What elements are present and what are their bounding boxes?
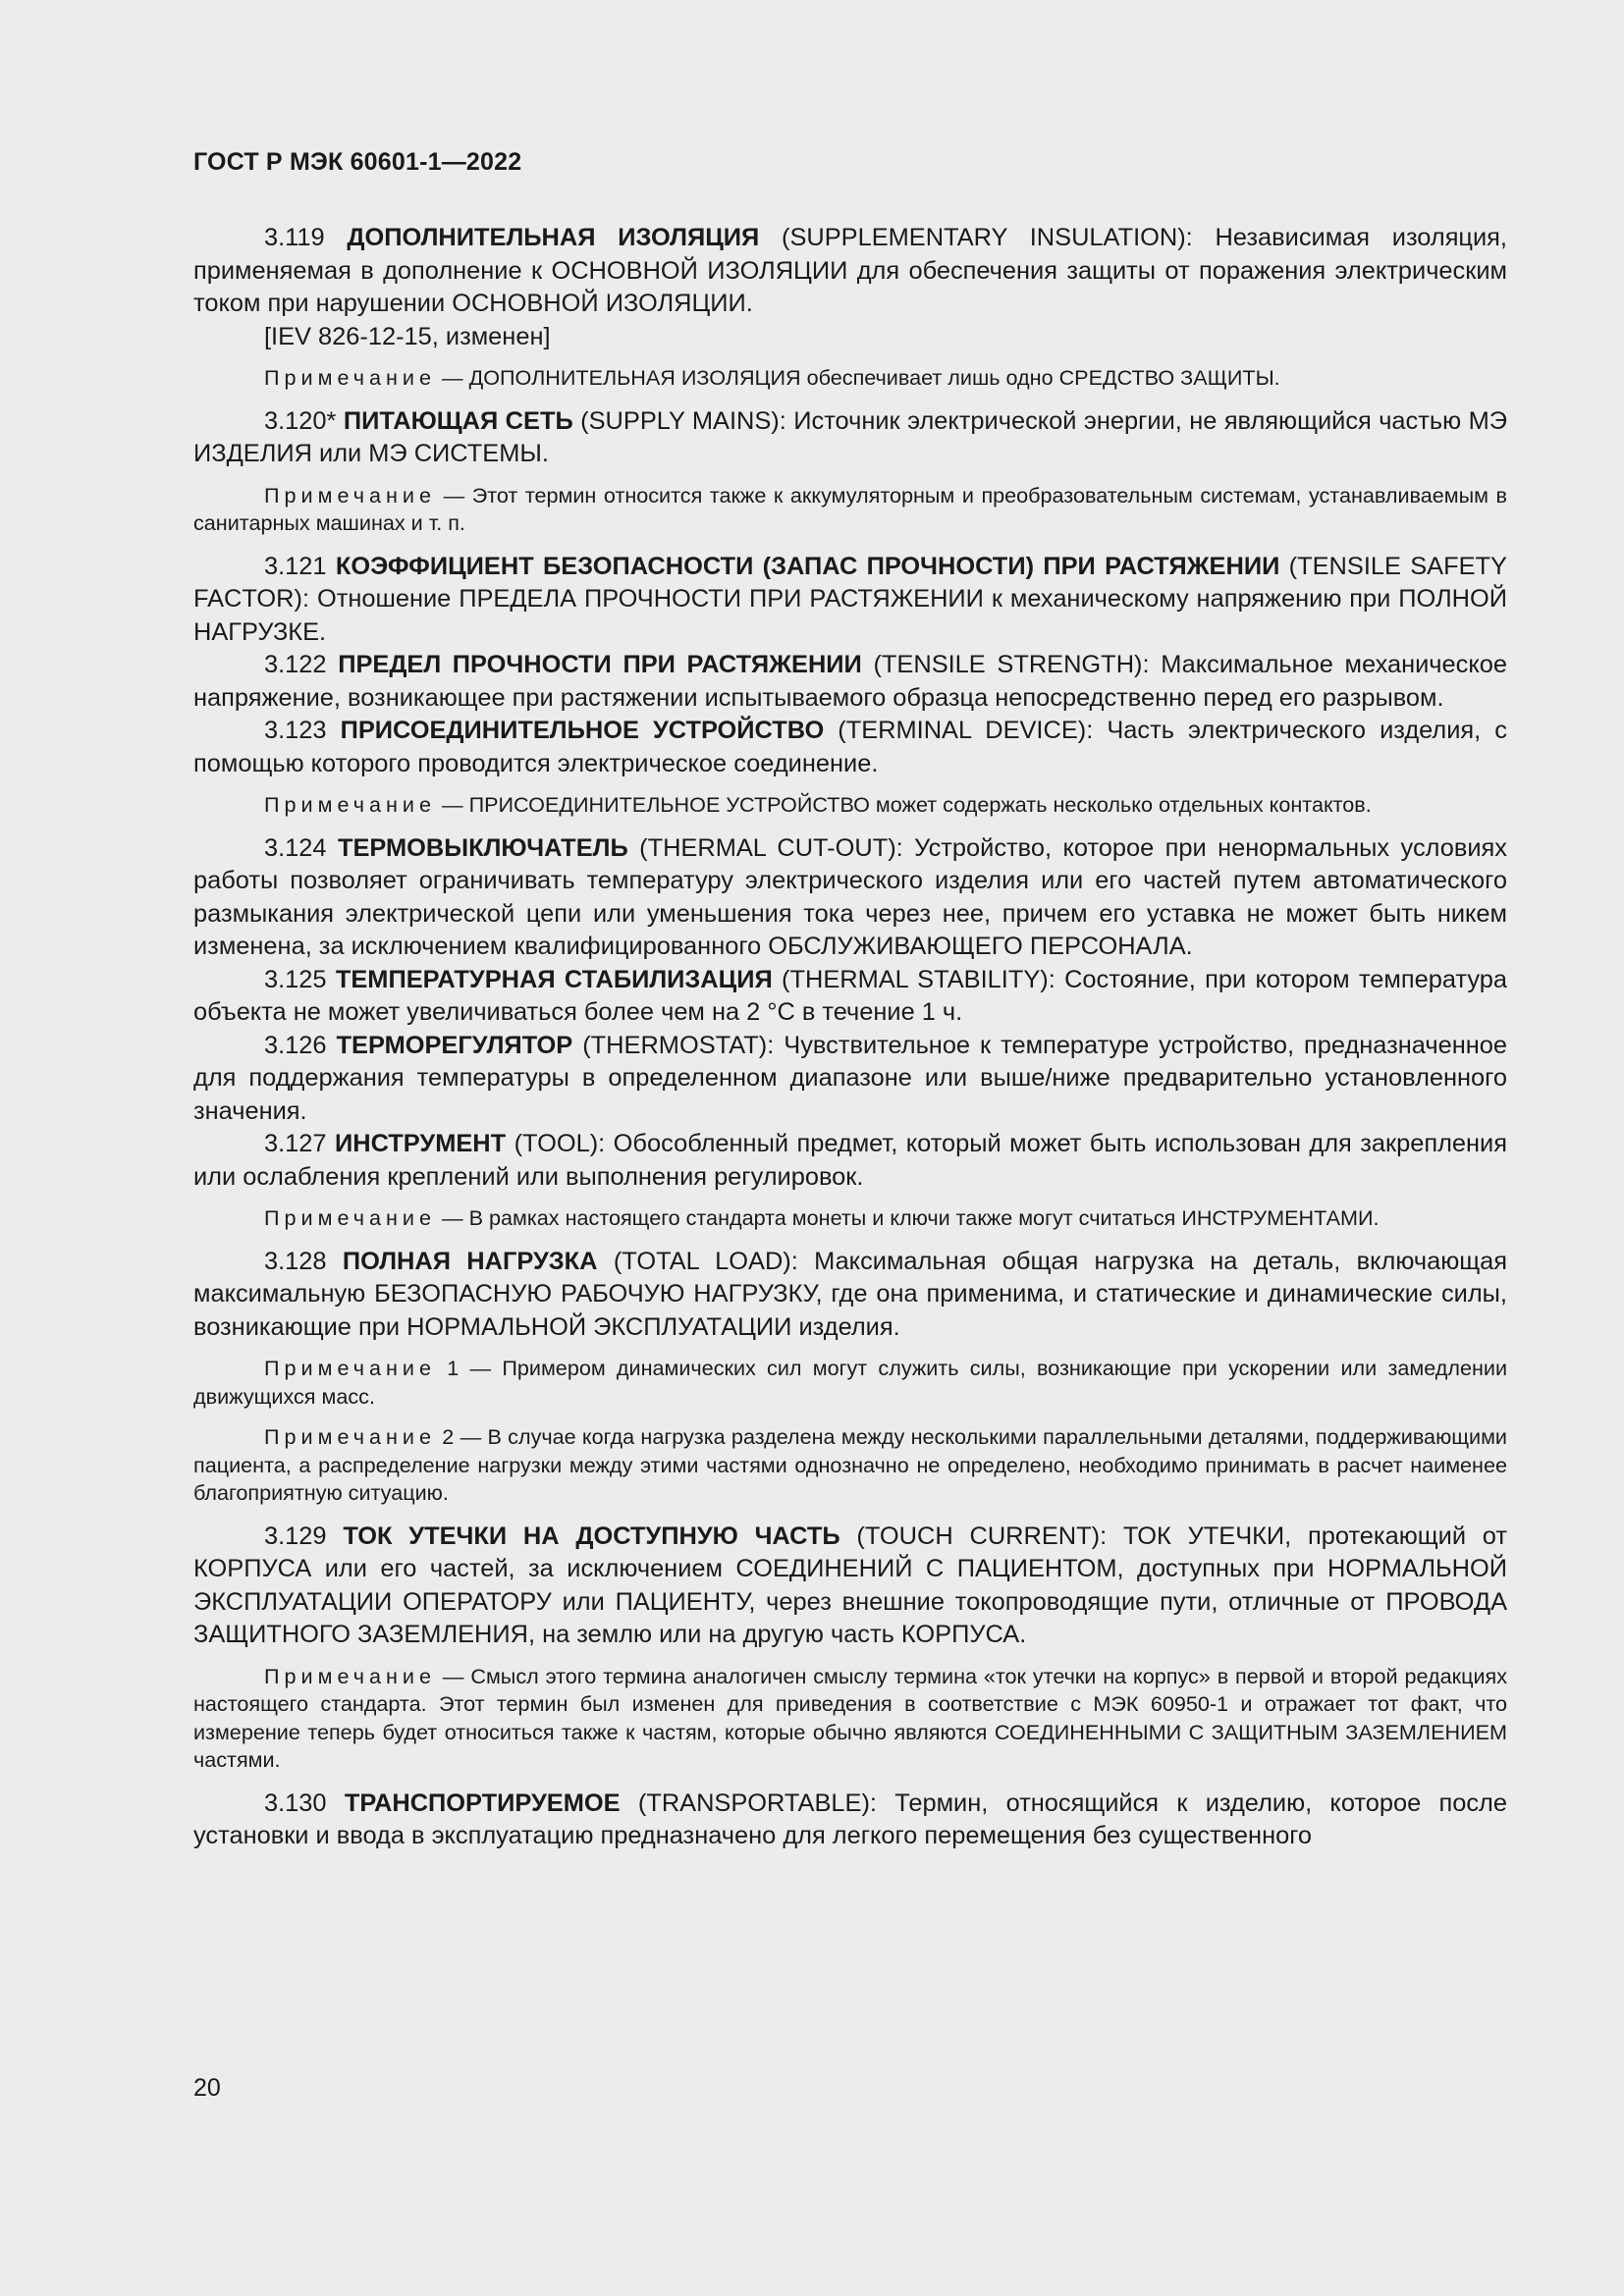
definition-text: (SUPPLEMENTARY INSULATION): Независимая изоляция, применяемая в дополнение к ОСНОВНОЙ ИЗОЛЯЦИИ для обеспечения защиты от поражения электрическим током при нарушении ОСНОВНОЙ ИЗОЛЯЦИИ. <box>193 224 1507 317</box>
definition-3-119 <box>193 222 1507 321</box>
definition-3-123 <box>193 715 1507 780</box>
document-header: ГОСТ Р МЭК 60601-1—2022 <box>193 148 522 176</box>
definition-term: ПОЛНАЯ НАГРУЗКА <box>342 1247 598 1275</box>
definition-3-121 <box>193 551 1507 650</box>
definition-number: 3.119 <box>264 224 325 251</box>
source-reference: [IEV 826-12-15, изменен] <box>264 322 551 350</box>
definition-number: 3.120* <box>264 406 337 435</box>
definition-term: ДОПОЛНИТЕЛЬНАЯ ИЗОЛЯЦИЯ <box>347 224 760 251</box>
page-number: 20 <box>193 2074 221 2102</box>
note-label: Примечание <box>264 792 436 817</box>
definition-text: (TERMINAL DEVICE): Часть электрического изделия, с помощью которого проводится электрическое соединение. <box>193 717 1507 777</box>
note-text: 1 — Примером динамических сил могут служить силы, возникающие при ускорении или замедлении движущихся масс. <box>193 1356 1507 1409</box>
definition-term: ПРИСОЕДИНИТЕЛЬНОЕ УСТРОЙСТВО <box>340 717 825 744</box>
note <box>193 1204 1507 1233</box>
note-text: — ДОПОЛНИТЕЛЬНАЯ ИЗОЛЯЦИЯ обеспечивает лишь одно СРЕДСТВО ЗАЩИТЫ. <box>442 365 1280 390</box>
definition-term: ТОК УТЕЧКИ НА ДОСТУПНУЮ ЧАСТЬ <box>343 1522 840 1550</box>
note-text: 2 — В случае когда нагрузка разделена между несколькими параллельными деталями, поддерживающими пациента, а распределение нагрузки между этими частями однозначно не определено, необходимо принимать в расчет наименее благоприятную ситуацию. <box>193 1424 1507 1505</box>
definition-term: ТРАНСПОРТИРУЕМОЕ <box>344 1789 621 1817</box>
definition-text: (TENSILE STRENGTH): Максимальное механическое напряжение, возникающее при растяжении испытываемого образца непосредственно перед его разрывом. <box>193 651 1507 712</box>
definition-term: ТЕРМОВЫКЛЮЧАТЕЛЬ <box>337 833 628 862</box>
definition-term: ТЕРМОРЕГУЛЯТОР <box>336 1031 573 1059</box>
definition-3-126 <box>193 1030 1507 1129</box>
definition-text: (TENSILE SAFETY FACTOR): Отношение ПРЕДЕЛА ПРОЧНОСТИ ПРИ РАСТЯЖЕНИИ к механическому напряжению при ПОЛНОЙ НАГРУЗКЕ. <box>193 552 1507 646</box>
definition-3-125 <box>193 964 1507 1030</box>
definition-text: (SUPPLY MAINS): Источник электрической энергии, не являющийся частью МЭ ИЗДЕЛИЯ или МЭ СИСТЕМЫ. <box>193 406 1507 467</box>
definition-number: 3.124 <box>264 833 327 862</box>
definition-3-130 <box>193 1788 1507 1853</box>
note-text: — В рамках настоящего стандарта монеты и ключи также могут считаться ИНСТРУМЕНТАМИ. <box>442 1205 1380 1230</box>
definition-term: КОЭФФИЦИЕНТ БЕЗОПАСНОСТИ (ЗАПАС ПРОЧНОСТИ) ПРИ РАСТЯЖЕНИИ <box>335 552 1280 580</box>
note-label: Примечание <box>264 482 436 507</box>
note <box>193 1663 1507 1775</box>
definition-number: 3.128 <box>264 1247 327 1275</box>
definition-3-128 <box>193 1246 1507 1345</box>
definition-3-129 <box>193 1521 1507 1652</box>
definition-text: (TOOL): Обособленный предмет, который может быть использован для закрепления или ослабления креплений или выполнения регулировок. <box>193 1130 1507 1191</box>
note-label: Примечание <box>264 1424 436 1449</box>
note-label: Примечание <box>264 1205 436 1230</box>
definition-3-120 <box>193 405 1507 471</box>
note-label: Примечание <box>264 1356 436 1380</box>
document-body <box>193 222 1507 1853</box>
definition-number: 3.121 <box>264 552 327 580</box>
definition-number: 3.130 <box>264 1789 327 1817</box>
definition-term: ПИТАЮЩАЯ СЕТЬ <box>343 406 573 435</box>
definition-number: 3.127 <box>264 1130 327 1157</box>
note-text: — ПРИСОЕДИНИТЕЛЬНОЕ УСТРОЙСТВО может содержать несколько отдельных контактов. <box>442 792 1372 817</box>
note-text: — Этот термин относится также к аккумуляторным и преобразовательным системам, устанавливаемым в санитарных машинах и т. п. <box>193 482 1508 535</box>
definition-term: ИНСТРУМЕНТ <box>335 1130 507 1157</box>
definition-number: 3.125 <box>264 965 327 993</box>
definition-text: (THERMAL STABILITY): Состояние, при котором температура объекта не может увеличиваться более чем на 2 °С в течение 1 ч. <box>193 965 1507 1026</box>
note <box>193 482 1507 538</box>
definition-number: 3.126 <box>264 1031 327 1059</box>
note <box>193 1423 1507 1508</box>
note-label: Примечание <box>264 365 436 390</box>
note-label: Примечание <box>264 1663 436 1688</box>
definition-text: (TOUCH CURRENT): ТОК УТЕЧКИ, протекающий от КОРПУСА или его частей, за исключением СОЕДИНЕНИЙ С ПАЦИЕНТОМ, доступных при НОРМАЛЬНОЙ ЭКСПЛУАТАЦИИ ОПЕРАТОРУ или ПАЦИЕНТУ, через внешние токопроводящие пути, отличные от ПРОВОДА ЗАЩИТНОГО ЗАЗЕМЛЕНИЯ, на землю или на другую часть КОРПУСА. <box>193 1522 1508 1648</box>
definition-3-122 <box>193 649 1507 715</box>
note <box>193 791 1507 820</box>
definition-term: ТЕМПЕРАТУРНАЯ СТАБИЛИЗАЦИЯ <box>335 965 773 993</box>
definition-number: 3.123 <box>264 717 327 744</box>
definition-3-127 <box>193 1128 1507 1194</box>
definition-text: (THERMAL CUT-OUT): Устройство, которое при ненормальных условиях работы позволяет ограничивать температуру электрического изделия или его частей путем автоматического размыкания электрической цепи или уменьшения тока через нее, причем его уставка не может быть никем изменена, за исключением квалифицированного ОБСЛУЖИВАЮЩЕГО ПЕРСОНАЛА. <box>193 833 1507 960</box>
note <box>193 1355 1507 1411</box>
definition-text: (THERMOSTAT): Чувствительное к температуре устройство, предназначенное для поддержания температуры в определенном диапазоне или выше/ниже предварительно установленного значения. <box>193 1031 1507 1125</box>
note <box>193 364 1507 393</box>
definition-text: (TRANSPORTABLE): Термин, относящийся к изделию, которое после установки и ввода в эксплуатацию предназначено для легкого перемещения без существенного <box>193 1789 1507 1849</box>
note-text: — Смысл этого термина аналогичен смыслу термина «ток утечки на корпус» в первой и второй редакциях настоящего стандарта. Этот термин был изменен для приведения в соответствие с МЭК 60950-1 и отражает тот факт, что измерение теперь будет относиться также к частям, которые обычно являются СОЕДИНЕННЫМИ С ЗАЩИТНЫМ ЗАЗЕМЛЕНИЕМ частями. <box>193 1663 1508 1772</box>
definition-number: 3.122 <box>264 651 327 678</box>
definition-3-124 <box>193 832 1507 964</box>
definition-term: ПРЕДЕЛ ПРОЧНОСТИ ПРИ РАСТЯЖЕНИИ <box>338 651 862 678</box>
definition-text: (TOTAL LOAD): Максимальная общая нагрузка на деталь, включающая максимальную БЕЗОПАСНУЮ РАБОЧУЮ НАГРУЗКУ, где она применима, и статические и динамические силы, возникающие при НОРМАЛЬНОЙ ЭКСПЛУАТАЦИИ изделия. <box>193 1247 1507 1341</box>
definition-number: 3.129 <box>264 1522 327 1550</box>
